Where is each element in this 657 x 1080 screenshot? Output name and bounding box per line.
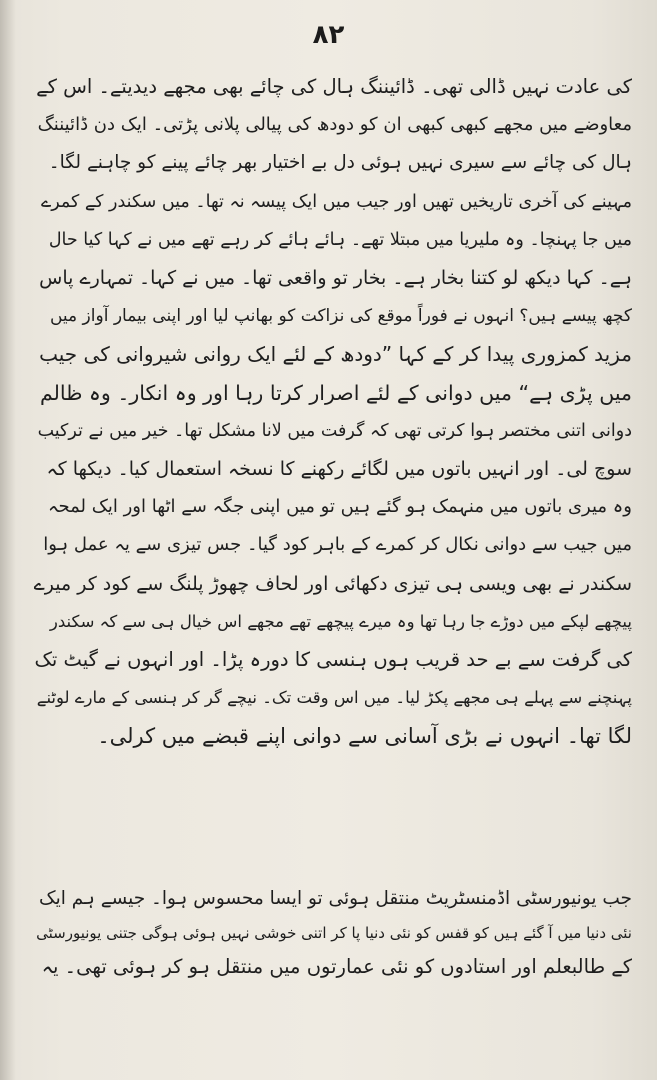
text-line: وہ میری باتوں میں منہمک ہو گئے ہیں تو میں اپنی جگہ سے اٹھا اور ایک لمحہ bbox=[47, 496, 632, 518]
text-line: کی عادت نہیں ڈالی تھی۔ ڈائیننگ ہال کی چائے بھی مجھے دیدیتے۔ اس کے bbox=[36, 75, 632, 98]
text-line: پیچھے لپکے میں دوڑے جا رہا تھا وہ میرے پیچھے تھے مجھے اس خیال ہی سے کہ سکندر bbox=[49, 611, 632, 631]
text-line: کچھ پیسے ہیں؟ انہوں نے فوراً موقع کی نزاکت کو بھانپ لیا اور اپنی بیمار آواز میں bbox=[49, 306, 632, 327]
text-line: کے طالبعلم اور استادوں کو نئی عمارتوں میں منتقل ہو کر ہوئی تھی۔ یہ bbox=[41, 955, 632, 978]
text-line: دوانی اتنی مختصر ہوا کرتی تھی کہ گرفت میں لانا مشکل تھا۔ خیر میں نے ترکیب bbox=[37, 420, 632, 441]
text-line: کی گرفت سے بے حد قریب ہوں ہنسی کا دورہ پڑا۔ اور انہوں نے گیٹ تک bbox=[34, 648, 632, 672]
text-line: سکندر نے بھی ویسی ہی تیزی دکھائی اور لحاف چھوڑ پلنگ سے کود کر میرے bbox=[34, 572, 632, 595]
text-line: لگا تھا۔ انہوں نے بڑی آسانی سے دوانی اپنے قبضے میں کرلی۔ bbox=[97, 724, 632, 749]
text-line: میں جا پہنچا۔ وہ ملیریا میں مبتلا تھے۔ ہائے ہائے کر رہے تھے میں نے کہا کیا حال bbox=[48, 229, 632, 250]
paragraph-1 bbox=[34, 68, 632, 756]
text-line: ہال کی چائے سے سیری نہیں ہوئی دل بے اختیار بھر چائے پینے کو چاہنے لگا۔ bbox=[48, 152, 632, 174]
text-line: جب یونیورسٹی اڈمنسٹریٹ منتقل ہوئی تو ایسا محسوس ہوا۔ جیسے ہم ایک bbox=[39, 888, 632, 909]
text-line: ہے۔ کہا دیکھ لو کتنا بخار ہے۔ بخار تو واقعی تھا۔ میں نے کہا۔ تمہارے پاس bbox=[39, 267, 632, 290]
text-line: نئی دنیا میں آ گئے ہیں کو قفس کو نئی دنیا پا کر اتنی خوشی نہیں ہوئی ہوگی جتنی یونیورسٹی bbox=[36, 924, 632, 942]
text-line: سوچ لی۔ اور انہیں باتوں میں لگائے رکھنے کا نسخہ استعمال کیا۔ دیکھا کہ bbox=[46, 458, 632, 481]
text-line: مہینے کی آخری تاریخیں تھیں اور جیب میں ایک پیسہ نہ تھا۔ میں سکندر کے کمرے bbox=[40, 191, 632, 212]
page-number: ۸۲ bbox=[312, 20, 345, 50]
binding-shadow bbox=[0, 0, 16, 1080]
text-line: پہنچنے سے پہلے ہی مجھے پکڑ لیا۔ میں اس وقت تک۔ نیچے گر کر ہنسی کے مارے لوٹنے bbox=[36, 688, 632, 708]
text-line: معاوضے میں مجھے کبھی کبھی ان کو دودھ کی پیالی پلانی پڑتی۔ ایک دن ڈائیننگ bbox=[37, 114, 632, 136]
text-line: مزید کمزوری پیدا کر کے کہا ”دودھ کے لئے ایک روانی شیروانی کی جیب bbox=[39, 342, 632, 367]
paragraph-2 bbox=[34, 882, 632, 984]
text-line: میں پڑی ہے“ میں دوانی کے لئے اصرار کرتا رہا اور وہ انکار۔ وہ ظالم bbox=[39, 380, 632, 405]
text-line: میں جیب سے دوانی نکال کر کمرے کے باہر کود گیا۔ جس تیزی سے یہ عمل ہوا bbox=[43, 534, 632, 556]
